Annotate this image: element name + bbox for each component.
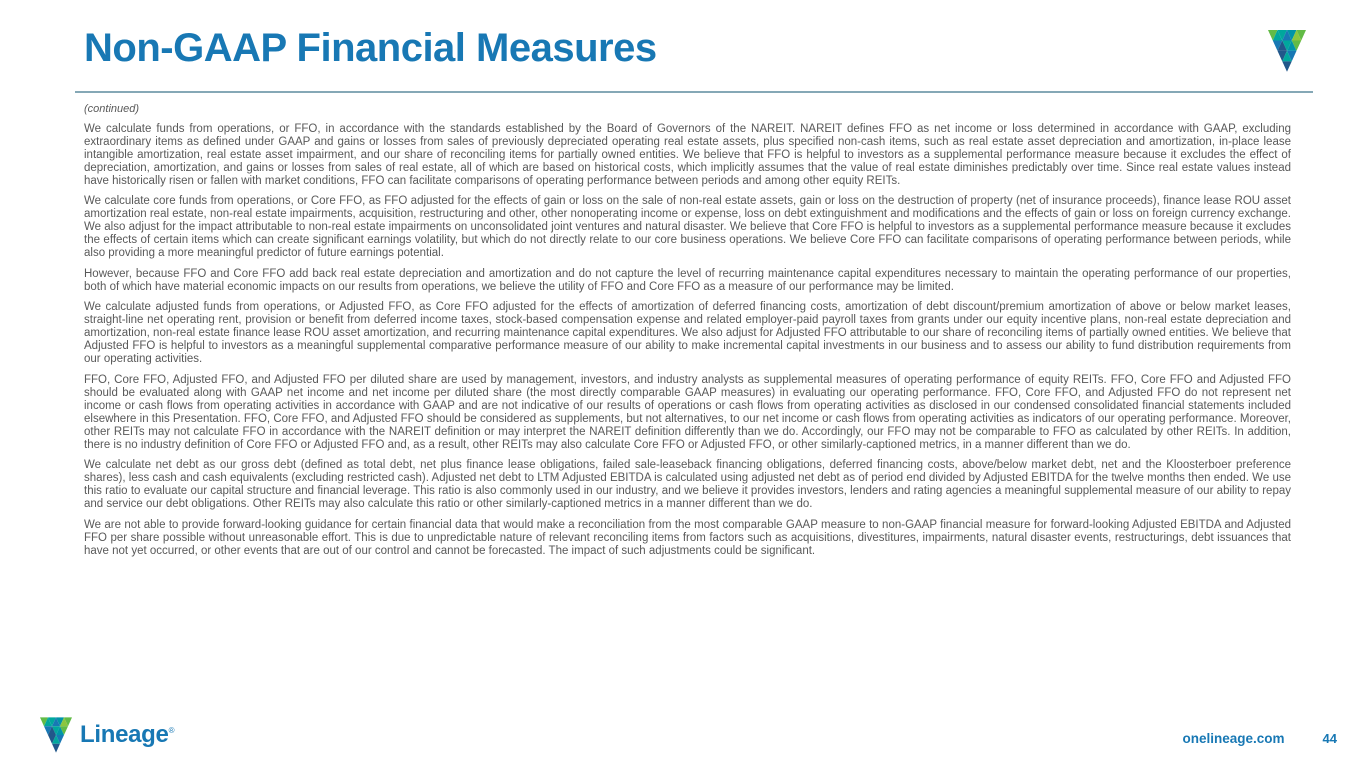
paragraph-adjusted-ffo-definition: We calculate adjusted funds from operations, or Adjusted FFO, as Core FFO adjusted for the effects of amortization of deferred financing costs, amortization of debt discount/premium amortization of above or below market leases, straight-line net operating rent, provision or benefit from deferred income taxes, stock-based compensation expense and related employer-paid payroll taxes from grants under our equity incentive plans, non-real estate depreciation and amortization, non-real estate finance lease ROU asset amortization, and recurring maintenance capital expenditures. We also adjust for Adjusted FFO attributable to our share of reconciling items of partially owned entities. We believe that Adjusted FFO is helpful to investors as a meaningful supplemental comparative performance measure of our ability to make incremental capital investments in our business and to assess our ability to fund distribution requirements from our operating activities. bbox=[84, 301, 1291, 366]
website-link[interactable]: onelineage.com bbox=[1182, 731, 1285, 746]
brand-wordmark: Lineage® bbox=[80, 721, 175, 748]
paragraph-net-debt-definition: We calculate net debt as our gross debt (defined as total debt, net plus finance lease obligations, failed sale-leaseback financing obligations, deferred financing costs, above/below market debt, net and the Kloosterboer preference shares), less cash and cash equivalents (excluding restricted cash). Adjusted net debt to LTM Adjusted EBITDA is calculated using adjusted net debt as of period end divided by Adjusted EBITDA for the twelve months then ended. We use this ratio to evaluate our capital structure and financial leverage. This ratio is also commonly used in our industry, and we believe it provides investors, lenders and rating agencies a meaningful supplemental measure of our ability to repay and service our debt obligations. Other REITs may also calculate this ratio or other similarly-captioned metrics in a manner different than we do. bbox=[84, 459, 1291, 511]
lineage-shield-icon bbox=[1268, 30, 1306, 72]
lineage-shield-icon bbox=[40, 717, 72, 753]
paragraph-supplemental-measures: FFO, Core FFO, Adjusted FFO, and Adjusted FFO per diluted share are used by management, investors, and industry analysts as supplemental measures of operating performance of equity REITs. FFO, Core FFO and Adjusted FFO should be evaluated along with GAAP net income and net income per diluted share (the most directly comparable GAAP measures) in evaluating our operating performance. FFO, Core FFO, and Adjusted FFO do not represent net income or cash flows from operating activities in accordance with GAAP and are not indicative of our results of operations or cash flows from operating activities as disclosed in our condensed consolidated financial statements included elsewhere in this Presentation. FFO, Core FFO, and Adjusted FFO should be considered as supplements, but not alternatives, to our net income or cash flows from operating activities as indicators of our operating performance. Moreover, other REITs may not calculate FFO in accordance with the NAREIT definition or may interpret the NAREIT definition differently than we do. Accordingly, our FFO may not be comparable to FFO as calculated by other REITs. In addition, there is no industry definition of Core FFO or Adjusted FFO and, as a result, other REITs may also calculate Core FFO or Adjusted FFO, or other similarly-captioned metrics, in a manner different than we do. bbox=[84, 373, 1291, 451]
page-title: Non-GAAP Financial Measures bbox=[84, 26, 657, 70]
trademark-symbol: ® bbox=[168, 726, 175, 735]
continued-label: (continued) bbox=[84, 103, 140, 115]
footer-right bbox=[1183, 731, 1338, 746]
paragraph-forward-looking-guidance: We are not able to provide forward-looking guidance for certain financial data that would make a reconciliation from the most comparable GAAP measure to non-GAAP financial measure for forward-looking Adjusted EBITDA and Adjusted FFO per share possible without unreasonable effort. This is due to unpredictable nature of relevant reconciling items from factors such as acquisitions, divestitures, impairments, natural disaster events, restructurings, debt issuances that have not yet occurred, or other events that are out of our control and cannot be forecasted. The impact of such adjustments could be significant. bbox=[84, 518, 1291, 557]
paragraph-ffo-limitations: However, because FFO and Core FFO add back real estate depreciation and amortization and do not capture the level of recurring maintenance capital expenditures necessary to maintain the operating performance of our properties, both of which have material economic impacts on our results from operations, we believe the utility of FFO and Core FFO as a measure of our performance may be limited. bbox=[84, 267, 1291, 293]
title-divider bbox=[75, 91, 1313, 93]
paragraph-ffo-definition: We calculate funds from operations, or FFO, in accordance with the standards established by the Board of Governors of the NAREIT. NAREIT defines FFO as net income or loss determined in accordance with GAAP, excluding extraordinary items as defined under GAAP and gains or losses from sales of previously depreciated operating real estate assets, plus specified non-cash items, such as real estate asset depreciation and amortization, in-place lease intangible amortization, real estate asset impairment, and our share of reconciling items for partially owned entities. We believe that FFO is helpful to investors as a supplemental performance measure because it excludes the effect of depreciation, amortization, and gains or losses from sales of real estate, all of which are based on historical costs, which implicitly assumes that the value of real estate diminishes predictably over time. Since real estate values instead have historically risen or fallen with market conditions, FFO can facilitate comparisons of operating performance between periods and among other equity REITs. bbox=[84, 123, 1291, 187]
body-content bbox=[84, 103, 1291, 565]
page-number: 44 bbox=[1322, 731, 1337, 746]
lineage-logo bbox=[40, 717, 174, 753]
paragraph-core-ffo-definition: We calculate core funds from operations, or Core FFO, as FFO adjusted for the effects of gain or loss on the sale of non-real estate assets, gain or loss on the destruction of property (net of insurance proceeds), finance lease ROU asset amortization real estate, non-real estate impairments, acquisition, restructuring and other, other nonoperating income or expense, loss on debt extinguishment and modifications and the effects of gain or loss on foreign currency exchange. We also adjust for the impact attributable to non-real estate impairments on unconsolidated joint ventures and natural disaster. We believe that Core FFO is helpful to investors as a supplemental performance measure because it excludes the effects of certain items which can create significant earnings volatility, but which do not directly relate to our core business operations. We believe Core FFO can facilitate comparisons of operating performance between periods, while also providing a more meaningful predictor of future earnings potential. bbox=[84, 195, 1291, 260]
